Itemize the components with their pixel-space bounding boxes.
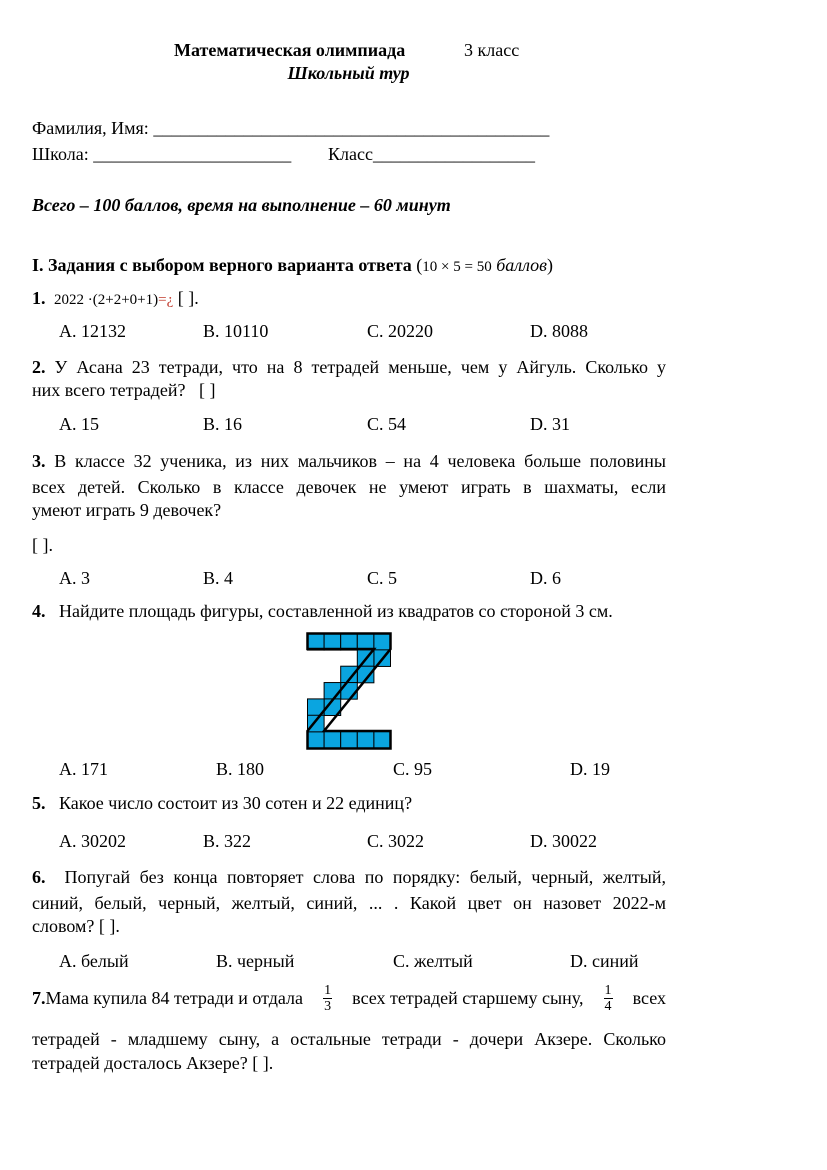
q2-answer-box: [ ] (199, 380, 216, 400)
figure-square (341, 732, 358, 749)
q6-option-c: C. желтый (393, 951, 473, 971)
q1-answer-box: [ ]. (177, 288, 199, 308)
class-label: Класс (328, 144, 373, 164)
q6-line3: словом? [ ]. (32, 916, 120, 936)
school-field (32, 144, 291, 165)
q1-number: 1. (32, 288, 46, 308)
q3-option-c: C. 5 (367, 568, 398, 588)
q5-number: 5. (32, 793, 46, 813)
section-formula: 10 × 5 = 50 (422, 259, 492, 275)
q5-option-d: D. 30022 (530, 831, 597, 851)
q3-answer-box: [ ]. (32, 535, 53, 555)
tour-subtitle: Школьный тур (287, 63, 410, 83)
q6-option-b: B. черный (216, 951, 295, 971)
figure-square (324, 732, 341, 749)
q1-text (32, 288, 199, 309)
q6-option-a: A. белый (59, 951, 129, 971)
q7-fraction-1: $\frac{1}{3}$ (324, 983, 332, 1014)
q2-option-d: D. 31 (530, 414, 570, 434)
q3-line2: всех детей. Сколько в классе девочек не умеют играть в шахматы, если (32, 477, 666, 497)
class-line: __________________ (372, 144, 535, 164)
q7-fraction-2: $\frac{1}{4}$ (604, 983, 612, 1014)
q4-option-b: B. 180 (216, 759, 265, 779)
figure-square (308, 634, 325, 651)
q2-line1: 2. У Асана 23 тетради, что на 8 тетрадей меньше, чем у Айгуль. Сколько у (32, 357, 666, 377)
z-figure (306, 632, 392, 750)
section-heading: I. Задания с выбором верного варианта ответа (32, 255, 412, 275)
olympiad-title: Математическая олимпиада (174, 40, 406, 60)
figure-square (374, 732, 391, 749)
q2-option-b: B. 16 (203, 414, 243, 434)
total-info: Всего – 100 баллов, время на выполнение – 60 минут (32, 195, 451, 215)
figure-square (357, 732, 374, 749)
section-paren-close: ) (547, 255, 553, 275)
figure-square (324, 683, 341, 700)
q3-option-d: D. 6 (530, 568, 561, 588)
q1-option-c: C. 20220 (367, 321, 434, 341)
name-field (32, 118, 549, 139)
q1-option-d: D. 8088 (530, 321, 588, 341)
class-field (328, 144, 535, 165)
q3-option-a: A. 3 (59, 568, 90, 588)
q5-option-b: B. 322 (203, 831, 252, 851)
q2-line2: них всего тетрадей? [ ] (32, 380, 216, 400)
q6-line1: 6. Попугай без конца повторяет слова по порядку: белый, черный, желтый, (32, 867, 667, 887)
figure-square (357, 634, 374, 651)
school-line: ______________________ (93, 144, 292, 164)
q1-option-b: B. 10110 (203, 321, 269, 341)
name-label: Фамилия, Имя: (32, 118, 149, 138)
q7-line3: тетрадей досталось Акзере? [ ]. (32, 1053, 274, 1073)
section-paren-open: ( (416, 255, 423, 275)
school-label: Школа: (32, 144, 89, 164)
q5-option-a: A. 30202 (59, 831, 126, 851)
q7-number: 7. (32, 988, 46, 1008)
q6-option-d: D. синий (570, 951, 639, 971)
q4-option-a: A. 171 (59, 759, 108, 779)
grade-label: 3 класс (464, 40, 520, 60)
q2-option-a: A. 15 (59, 414, 99, 434)
q4-number: 4. (32, 601, 46, 621)
q3-option-b: B. 4 (203, 568, 234, 588)
figure-square (341, 634, 358, 651)
q5-question: Какое число состоит из 30 сотен и 22 единиц? (59, 793, 413, 813)
q3-line1: 3. В классе 32 ученика, из них мальчиков – на 4 человека больше половины (32, 451, 667, 471)
q6-line2: синий, белый, черный, желтый, синий, ... . Какой цвет он назовет 2022-м (32, 893, 666, 913)
q2-option-c: C. 54 (367, 414, 407, 434)
q4-text (32, 601, 613, 622)
q7-line2: тетрадей - младшему сыну, а остальные тетради - дочери Акзере. Сколько (32, 1029, 666, 1049)
q3-line3: умеют играть 9 девочек? (32, 500, 222, 520)
figure-square (324, 634, 341, 651)
section-points: баллов (496, 255, 547, 275)
q7-line1: 7.Мама купила 84 тетради и отдала $\frac{1}{3}$ всех тетрадей старшему сыну, $\frac{1}{4}$ всех (32, 983, 666, 1014)
q1-option-a: A. 12132 (59, 321, 126, 341)
figure-square (308, 732, 325, 749)
q5-text (32, 793, 412, 814)
q4-option-c: C. 95 (393, 759, 433, 779)
name-line: ____________________________________________ (153, 118, 550, 138)
q1-expression: 2022 ·(2+2+0+1)=¿ (54, 292, 174, 308)
q5-option-c: C. 3022 (367, 831, 425, 851)
section-title (32, 255, 553, 276)
figure-square (374, 634, 391, 651)
q4-question: Найдите площадь фигуры, составленной из квадратов со стороной 3 см. (59, 601, 613, 621)
q4-option-d: D. 19 (570, 759, 610, 779)
